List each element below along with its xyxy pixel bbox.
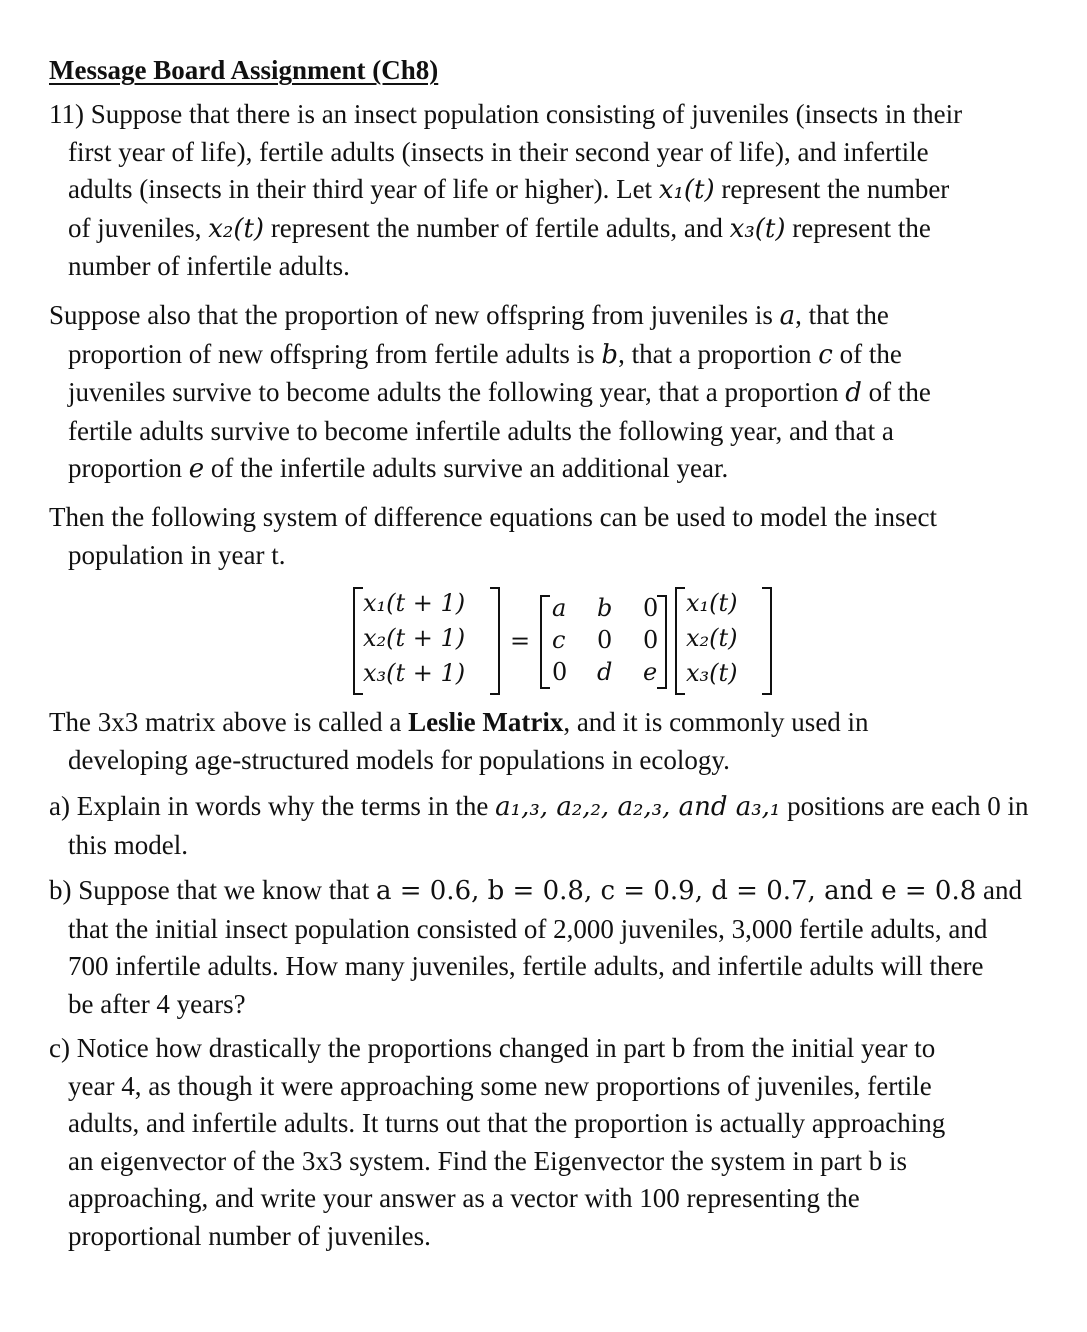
matrix-entry: a [552,594,567,622]
math-var-a: a [779,301,796,331]
text-line: The 3x3 matrix above is called a Leslie Matrix, and it is commonly used in [49,707,869,737]
text-line: year 4, as though it were approaching some new proportions of juveniles, fertile [68,1070,932,1101]
text-line: juveniles survive to become adults the following year, that a proportion d of the [68,377,931,408]
left-bracket [540,595,550,689]
text-line: 700 infertile adults. How many juveniles, fertile adults, and infertile adults will there [68,951,984,981]
system-intro-paragraph [49,499,1084,574]
math-positions: a₁,₃, a₂,₂, a₂,₃, and a₃,₁ [495,792,781,822]
text-line: number of infertile adults. [68,251,350,281]
problem-intro-paragraph [49,96,1084,286]
lhs-entry: x₃(t + 1) [363,659,466,687]
text-line: of juveniles, x₂(t) represent the number of fertile adults, and x₃(t) represent the [68,212,931,244]
question-c [49,1030,1084,1255]
matrix-entry: 0 [552,658,568,686]
math-parameter-values: a = 0.6, b = 0.8, c = 0.9, d = 0.7, and e = 0.8 [375,876,977,906]
text-line: an eigenvector of the 3x3 system. Find the Eigenvector the system in part b is [68,1145,908,1176]
text-line: adults (insects in their third year of life or higher). Let x₁(t) represent the number [68,174,950,205]
rhs-entry: x₁(t) [686,589,738,617]
text-line: proportion of new offspring from fertile adults is b, that a proportion c of the [68,338,902,370]
matrix-entry: c [552,626,566,654]
text-line: population in year t. [68,539,286,570]
matrix-entry: d [597,658,613,686]
parameters-paragraph [49,297,1084,489]
math-var-d: d [845,378,862,408]
matrix-entry: 0 [597,626,613,654]
leslie-description-paragraph [49,704,1084,779]
equals-sign: = [510,627,531,655]
text-line: Suppose also that the proportion of new offspring from juveniles is a, that the [49,300,889,331]
text-line: c) Notice how drastically the proportions changed in part b from the initial year to [49,1033,936,1063]
lhs-entry: x₂(t + 1) [363,624,466,652]
text-line: be after 4 years? [68,988,246,1019]
right-bracket [657,595,667,689]
math-var-b: b [601,339,619,370]
question-a [49,788,1087,864]
question-b [49,872,1084,1023]
right-bracket [490,587,500,695]
page-title: Message Board Assignment (Ch8) [49,55,439,85]
matrix-entry: b [597,594,613,622]
left-bracket [353,587,363,695]
text-line: b) Suppose that we know that a = 0.6, b = 0.8, c = 0.9, d = 0.7, and e = 0.8 and [49,875,1023,906]
text-line: first year of life), fertile adults (insects in their second year of life), and infertile [68,136,929,167]
right-bracket [762,587,772,695]
left-bracket [675,587,685,695]
rhs-entry: x₃(t) [686,659,738,687]
text-line: developing age-structured models for populations in ecology. [68,744,730,775]
text-line: adults, and infertile adults. It turns out that the proportion is actually approaching [68,1108,946,1138]
math-var-e: e [188,454,205,484]
leslie-matrix-term: Leslie Matrix [408,707,564,737]
text-line: proportion e of the infertile adults survive an additional year. [68,453,729,484]
matrix-entry: e [643,658,658,686]
math-var-c: c [818,339,833,370]
math-x2t: x₂(t) [208,213,265,244]
text-line: proportional number of juveniles. [68,1220,431,1251]
text-line: that the initial insect population consisted of 2,000 juveniles, 3,000 fertile adults, and [68,913,988,944]
text-line: this model. [68,829,188,860]
leslie-matrix-equation [353,585,783,695]
text-line: approaching, and write your answer as a vector with 100 representing the [68,1183,860,1213]
text-line: fertile adults survive to become infertile adults the following year, and that a [68,415,894,446]
math-x3t: x₃(t) [729,213,786,244]
text-line: a) Explain in words why the terms in the a₁,₃, a₂,₂, a₂,₃, and a₃,₁ positions are each 0 in [49,791,1029,822]
matrix-entry: 0 [643,626,659,654]
text-line: 11) Suppose that there is an insect population consisting of juveniles (insects in their [49,99,963,129]
matrix-entry: 0 [643,594,659,622]
rhs-entry: x₂(t) [686,624,738,652]
lhs-entry: x₁(t + 1) [363,589,466,617]
text-line: Then the following system of difference equations can be used to model the insect [49,502,937,532]
math-x1t: x₁(t) [658,175,715,205]
